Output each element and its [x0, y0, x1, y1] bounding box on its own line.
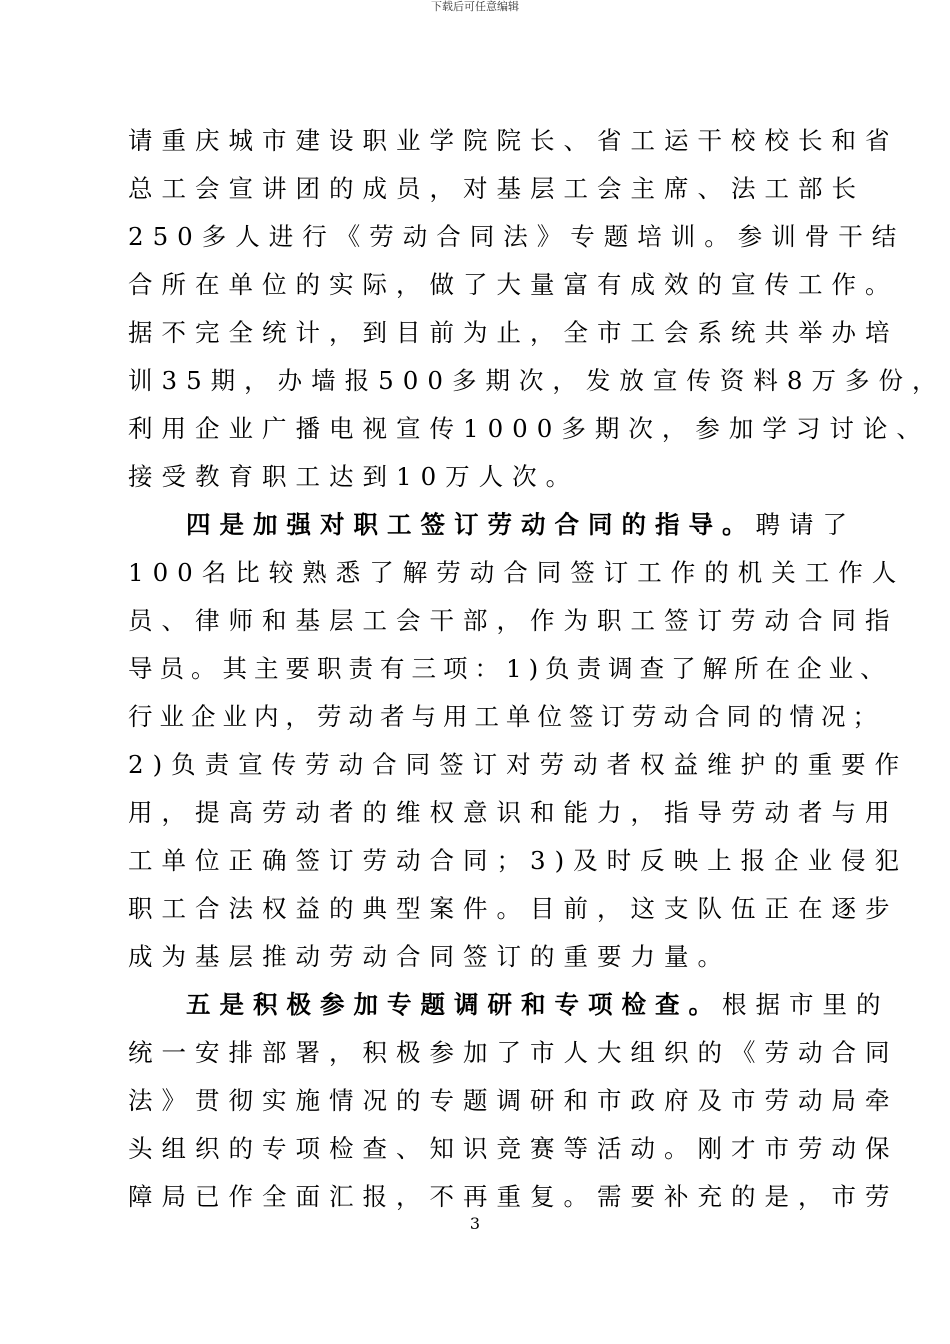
text-line: 据不完全统计，到目前为止，全市工会系统共举办培	[128, 318, 899, 347]
paragraph-5-first-line	[128, 985, 890, 1033]
paragraph-4-first-line	[128, 505, 856, 553]
page-number: 3	[469, 1214, 481, 1233]
page-header: 下载后可任意编辑	[431, 0, 519, 13]
text-line: 训35期，办墙报500多期次，发放宣传资料8万多份，	[128, 366, 946, 395]
text-line: 合所在单位的实际，做了大量富有成效的宣传工作。	[128, 270, 899, 299]
text-line: 障局已作全面汇报，不再重复。需要补充的是，市劳	[128, 1182, 899, 1211]
text-line: 职工合法权益的典型案件。目前，这支队伍正在逐步	[128, 894, 899, 923]
paragraph-5-heading: 五是积极参加专题调研和专项检查。	[186, 990, 722, 1019]
text-line: 员、律师和基层工会干部，作为职工签订劳动合同指	[128, 606, 899, 635]
text-line: 总工会宣讲团的成员，对基层工会主席、法工部长	[128, 174, 865, 203]
text-line: 导员。其主要职责有三项：1)负责调查了解所在企业、	[128, 654, 892, 683]
paragraph-4-heading: 四是加强对职工签订劳动合同的指导。	[186, 510, 756, 539]
text-line: 利用企业广播电视宣传1000多期次，参加学习讨论、	[128, 414, 930, 443]
text-line: 工单位正确签订劳动合同；3)及时反映上报企业侵犯	[128, 846, 909, 875]
text-line: 行业企业内，劳动者与用工单位签订劳动合同的情况；	[128, 702, 884, 731]
text-line: 接受教育职工达到10万人次。	[128, 462, 580, 491]
text-line: 250多人进行《劳动合同法》专题培训。参训骨干结	[128, 222, 906, 251]
paragraph-5-lead-text: 根据市里的	[722, 990, 890, 1019]
text-line: 头组织的专项检查、知识竞赛等活动。刚才市劳动保	[128, 1134, 899, 1163]
text-line: 法》贯彻实施情况的专题调研和市政府及市劳动局牵	[128, 1086, 899, 1115]
text-line: 成为基层推动劳动合同签订的重要力量。	[128, 942, 731, 971]
text-line: 统一安排部署，积极参加了市人大组织的《劳动合同	[128, 1038, 899, 1067]
text-line: 2)负责宣传劳动合同签订对劳动者权益维护的重要作	[128, 750, 909, 779]
text-line: 100名比较熟悉了解劳动合同签订工作的机关工作人	[128, 558, 906, 587]
paragraph-4-lead-text: 聘请了	[755, 510, 856, 539]
document-body	[128, 121, 946, 1225]
text-line: 用，提高劳动者的维权意识和能力，指导劳动者与用	[128, 798, 899, 827]
text-line: 请重庆城市建设职业学院院长、省工运干校校长和省	[128, 126, 899, 155]
